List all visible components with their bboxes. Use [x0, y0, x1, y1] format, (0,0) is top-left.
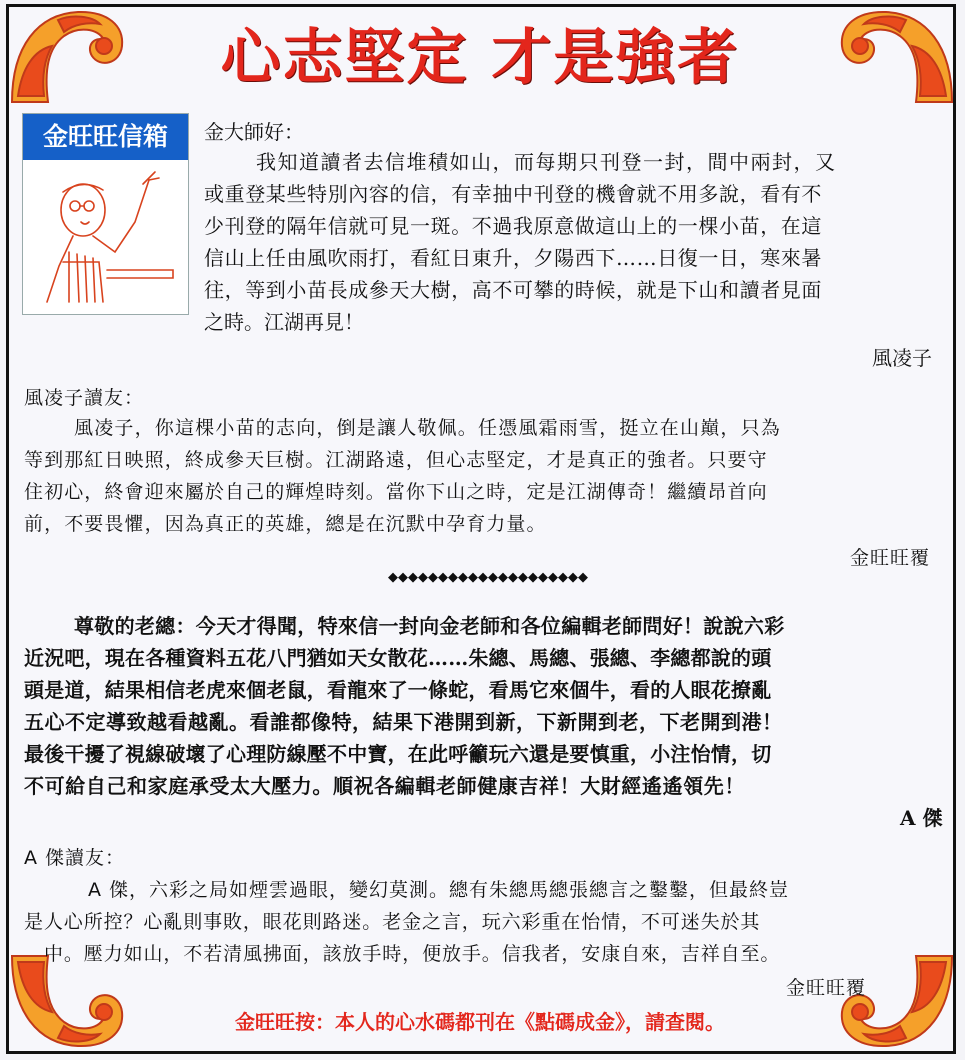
letter1-line: 少刊登的隔年信就可見一斑。不過我原意做這山上的一棵小苗，在這	[204, 214, 822, 238]
reply2-signature: 金旺旺覆	[786, 977, 867, 999]
letter2-line: 不可給自己和家庭承受太大壓力。順祝各編輯老師健康吉祥！大財經遙遙領先！	[24, 774, 745, 798]
letter1-line: 往，等到小苗長成參天大樹，高不可攀的時候，就是下山和讀者見面	[204, 278, 822, 302]
letter1-line: 之時。江湖再見！	[204, 310, 364, 334]
letter2-signature: A 傑	[900, 806, 943, 830]
mailbox-badge	[22, 113, 189, 315]
section-divider: ◆◆◆◆◆◆◆◆◆◆◆◆◆◆◆◆◆◆◆◆	[388, 570, 588, 585]
reply2-line: 是人心所控？心亂則事敗，眼花則路迷。老金之言，玩六彩重在怡情，不可迷失於其	[24, 911, 761, 933]
reply1-signature: 金旺旺覆	[850, 547, 931, 569]
letter2-line: 五心不定導致越看越亂。看誰都像特，結果下港開到新，下新開到老，下老開到港！	[24, 710, 783, 734]
reply1-line: 等到那紅日映照，終成參天巨樹。江湖路遠，但心志堅定，才是真正的強者。只要守	[24, 449, 768, 471]
cloud-ornament-icon	[836, 6, 956, 106]
letter1-greeting: 金大師好：	[204, 120, 304, 144]
letter1-signature: 風凌子	[872, 346, 932, 370]
letter1-line: 或重登某些特別內容的信，有幸抽中刊登的機會就不用多說，看有不	[204, 182, 822, 206]
reply1-line: 住初心，終會迎來屬於自己的輝煌時刻。當你下山之時，定是江湖傳奇！繼續昂首向	[24, 481, 768, 503]
letter1-line: 信山上任由風吹雨打，看紅日東升，夕陽西下……日復一日，寒來暑	[204, 246, 822, 270]
mailbox-label: 金旺旺信箱	[23, 114, 188, 160]
footer-note: 金旺旺按：本人的心水碼都刊在《點碼成金》，請查閱。	[235, 1010, 725, 1034]
letter2-line: 近況吧，現在各種資料五花八門猶如天女散花……朱總、馬總、張總、李總都說的頭	[24, 646, 772, 670]
letter1-line: 我知道讀者去信堆積如山，而每期只刊登一封，間中兩封，又	[256, 150, 837, 174]
cloud-ornament-icon	[8, 6, 128, 106]
letter2-line: 頭是道，結果相信老虎來個老鼠，看龍來了一條蛇，看馬它來個牛，看的人眼花撩亂	[24, 678, 772, 702]
reply2-greeting: A 傑讀友：	[24, 847, 126, 869]
reply1-greeting: 風凌子讀友：	[24, 387, 145, 409]
page-title: 心志堅定 才是強者	[220, 23, 740, 93]
reply2-line: A 傑，六彩之局如煙雲過眼，變幻莫測。總有朱總馬總張總言之鑿鑿，但最終豈	[88, 879, 790, 901]
letter2-line: 尊敬的老總：今天才得聞，特來信一封向金老師和各位編輯老師問好！說說六彩	[74, 614, 785, 638]
reply1-line: 前，不要畏懼，因為真正的英雄，總是在沉默中孕育力量。	[24, 513, 547, 535]
letter2-line: 最後干擾了視線破壞了心理防線壓不中寶，在此呼籲玩六還是要慎重，小注怡情，切	[24, 742, 772, 766]
reply1-line: 風凌子，你這棵小苗的志向，倒是讓人敬佩。任憑風霜雨雪，挺立在山巔，只為	[74, 417, 782, 439]
cartoon-man-illustration	[23, 162, 188, 312]
reply2-line: 中。壓力如山，不若清風拂面，該放手時，便放手。信我者，安康自來，吉祥自至。	[44, 943, 781, 965]
